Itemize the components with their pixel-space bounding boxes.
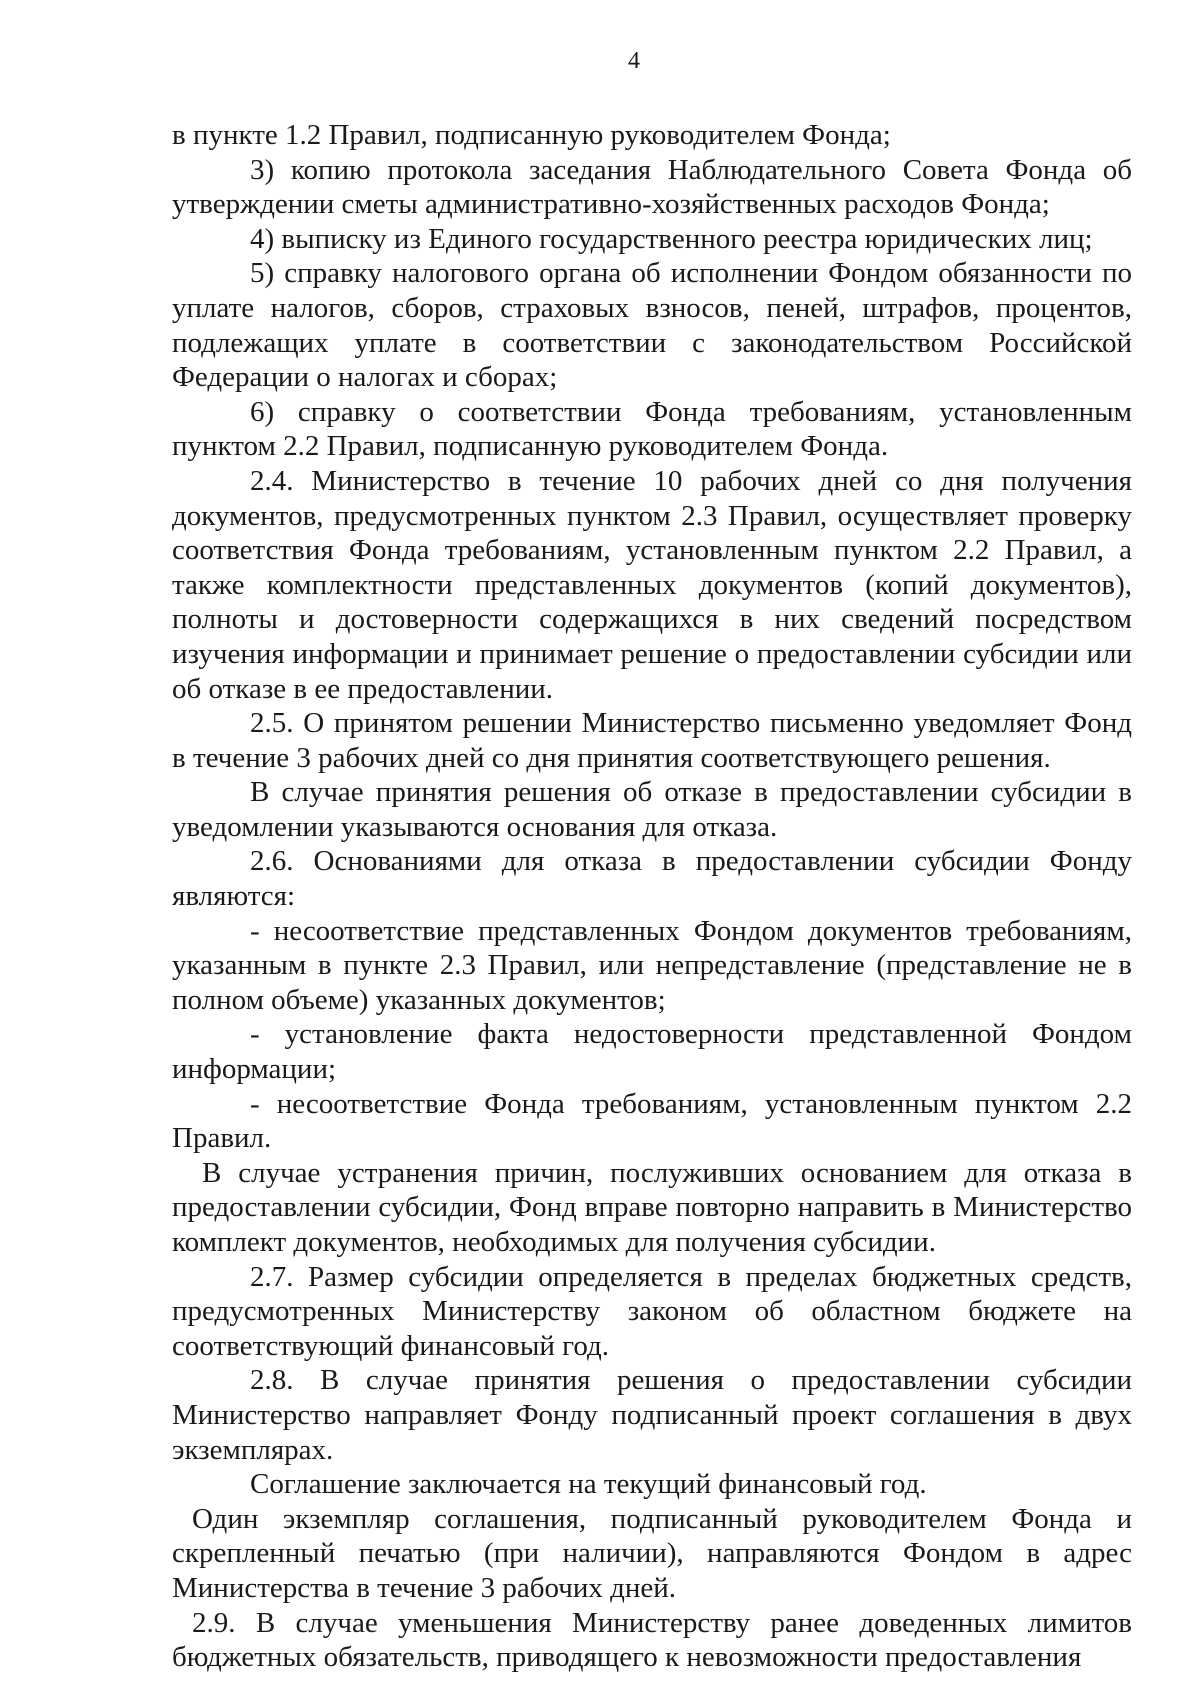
agreement-copy-paragraph: Один экземпляр соглашения, подписанный руководителем Фонда и скрепленный печатью (при наличии), направляются Фондом в адрес Министерства в течение 3 рабочих дней. <box>172 1502 1132 1604</box>
clause-2-5-refusal: В случае принятия решения об отказе в предоставлении субсидии в уведомлении указываются основания для отказа. <box>172 776 1132 843</box>
list-item-6: 6) справку о соответствии Фонда требованиям, установленным пунктом 2.2 Правил, подписанную руководителем Фонда. <box>172 395 1132 463</box>
clause-2-4: 2.4. Министерство в течение 10 рабочих дней со дня получения документов, предусмотренных пунктом 2.3 Правил, осуществляет проверку соответствия Фонда требованиям, установленным пунктом 2.2 Правил, а также комплектности представленных документов (копий документов), полноты и достоверности содержащихся в них сведений посредством изучения информации и принимает решение о предоставлении субсидии или об отказе в ее предоставлении. <box>172 464 1132 705</box>
list-item-3: 3) копию протокола заседания Наблюдательного Совета Фонда об утверждении сметы административно-хозяйственных расходов Фонда; <box>172 153 1132 221</box>
list-item-4: 4) выписку из Единого государственного реестра юридических лиц; <box>250 222 1093 255</box>
clause-2-5: 2.5. О принятом решении Министерство письменно уведомляет Фонд в течение 3 рабочих дней со дня принятия соответствующего решения. <box>172 707 1132 774</box>
document-body <box>172 118 1132 1675</box>
clause-2-8: 2.8. В случае принятия решения о предоставлении субсидии Министерство направляет Фонду подписанный проект соглашения в двух экземплярах. <box>172 1364 1132 1466</box>
list-item-5: 5) справку налогового органа об исполнении Фондом обязанности по уплате налогов, сборов, страховых взносов, пеней, штрафов, процентов, подлежащих уплате в соответствии с законодательством Российской Федерации о налогах и сборах; <box>172 257 1132 394</box>
page-number: 4 <box>628 48 640 74</box>
refusal-ground-2: - установление факта недостоверности представленной Фондом информации; <box>172 1018 1132 1086</box>
paragraph-continuation: в пункте 1.2 Правил, подписанную руководителем Фонда; <box>172 119 891 151</box>
refusal-ground-1: - несоответствие представленных Фондом документов требованиям, указанным в пункте 2.3 Правил, или непредставление (представление не в полном объеме) указанных документов; <box>172 914 1132 1016</box>
clause-2-9: 2.9. В случае уменьшения Министерству ранее доведенных лимитов бюджетных обязательств, приводящего к невозможности предоставления <box>172 1606 1132 1674</box>
clause-2-6: 2.6. Основаниями для отказа в предоставлении субсидии Фонду являются: <box>172 845 1132 913</box>
agreement-term-paragraph: Соглашение заключается на текущий финансовый год. <box>250 1468 927 1501</box>
refusal-ground-3: - несоответствие Фонда требованиям, установленным пунктом 2.2 Правил. <box>172 1087 1132 1155</box>
resubmission-paragraph: В случае устранения причин, послуживших основанием для отказа в предоставлении субсидии, Фонд вправе повторно направить в Министерство комплект документов, необходимых для получения субсидии. <box>172 1156 1132 1258</box>
clause-2-7: 2.7. Размер субсидии определяется в пределах бюджетных средств, предусмотренных Министерству законом об областном бюджете на соответствующий финансовый год. <box>172 1260 1132 1362</box>
